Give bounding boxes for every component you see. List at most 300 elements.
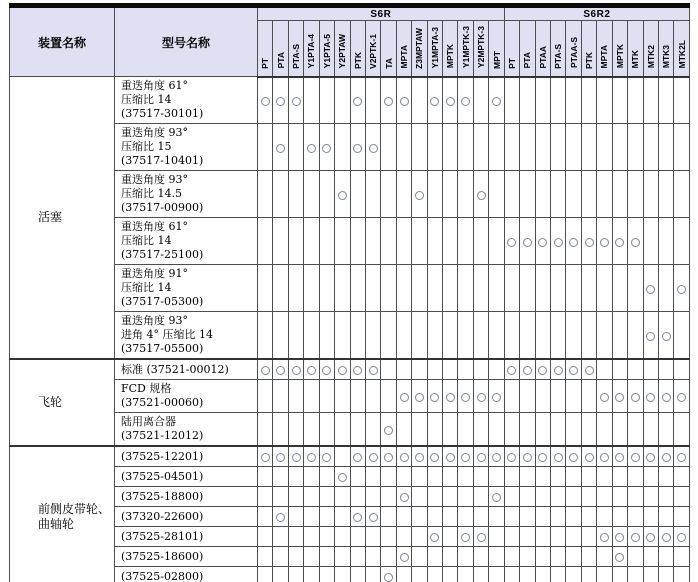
compatibility-cell (335, 467, 350, 487)
compatibility-cell (658, 359, 673, 380)
compatibility-cell (597, 507, 612, 527)
compatibility-cell (473, 312, 488, 360)
compatible-mark-icon (569, 238, 578, 247)
compatibility-cell (288, 507, 303, 527)
compatibility-cell (643, 380, 658, 413)
compatibility-cell (412, 380, 427, 413)
compatible-mark-icon (292, 366, 301, 375)
compatibility-cell (319, 124, 334, 171)
compatible-mark-icon (338, 473, 347, 482)
compatibility-cell (612, 124, 627, 171)
compatibility-cell (658, 312, 673, 360)
compatibility-cell (304, 547, 319, 567)
compatible-mark-icon (569, 366, 578, 375)
compatibility-cell (273, 312, 288, 360)
compatibility-cell (612, 380, 627, 413)
compatibility-cell (365, 265, 380, 312)
compatibility-cell (658, 507, 673, 527)
model-column-header (520, 21, 535, 77)
compatibility-cell (258, 312, 273, 360)
compatibility-cell (335, 567, 350, 582)
compatibility-cell (489, 265, 504, 312)
compatibility-cell (520, 312, 535, 360)
compatibility-cell (504, 467, 519, 487)
compatibility-cell (365, 171, 380, 218)
compatible-mark-icon (276, 453, 285, 462)
compatibility-cell (658, 218, 673, 265)
compatibility-cell (473, 124, 488, 171)
model-column-header (473, 21, 488, 77)
compatible-mark-icon (600, 533, 609, 542)
compatibility-cell (288, 446, 303, 467)
compatibility-cell (551, 312, 566, 360)
compatibility-cell (335, 77, 350, 124)
compatibility-cell (304, 467, 319, 487)
compatibility-cell (597, 124, 612, 171)
model-name-cell: 重迭角度 61° 压缩比 14 (37517-30101) (115, 77, 258, 124)
compatibility-cell (427, 312, 442, 360)
compatible-mark-icon (662, 393, 671, 402)
compatibility-cell (489, 467, 504, 487)
compatibility-cell (597, 487, 612, 507)
compatibility-cell (350, 567, 365, 582)
compatibility-cell (288, 171, 303, 218)
model-column-label: PTAA (537, 45, 548, 69)
compatibility-cell (396, 380, 411, 413)
compatibility-cell (319, 527, 334, 547)
compatible-mark-icon (523, 453, 532, 462)
model-column-label: Y1PTA-4 (306, 34, 317, 69)
compatibility-cell (427, 359, 442, 380)
compatible-mark-icon (400, 393, 409, 402)
model-name-cell: (37525-28101) (115, 527, 258, 547)
compatibility-cell (288, 124, 303, 171)
compatibility-cell (628, 487, 643, 507)
compatibility-cell (335, 124, 350, 171)
model-column-header (443, 21, 458, 77)
compatibility-cell (258, 380, 273, 413)
compatible-mark-icon (461, 393, 470, 402)
compatible-mark-icon (492, 393, 501, 402)
compatibility-cell (443, 312, 458, 360)
compatibility-cell (520, 547, 535, 567)
compatibility-cell (643, 413, 658, 447)
compatibility-cell (628, 171, 643, 218)
compatibility-cell (350, 547, 365, 567)
compatibility-cell (304, 487, 319, 507)
compatibility-cell (258, 359, 273, 380)
compatibility-cell (381, 124, 396, 171)
compatibility-cell (304, 359, 319, 380)
device-name-header: 装置名称 (10, 6, 115, 77)
compatibility-cell (304, 218, 319, 265)
model-column-label: TA (383, 57, 394, 69)
model-column-label: MPTK (614, 44, 625, 69)
compatibility-cell (288, 567, 303, 582)
compatibility-cell (612, 77, 627, 124)
compatibility-cell (535, 567, 550, 582)
model-column-label: Z3MPTAW (414, 27, 425, 69)
compatibility-cell (304, 446, 319, 467)
compatibility-cell (520, 218, 535, 265)
compatibility-cell (458, 547, 473, 567)
compatibility-cell (273, 380, 288, 413)
compatibility-cell (412, 446, 427, 467)
compatibility-cell (566, 446, 581, 467)
compatible-mark-icon (353, 453, 362, 462)
compatibility-cell (581, 359, 596, 380)
compatibility-cell (628, 547, 643, 567)
compatibility-cell (643, 567, 658, 582)
compatibility-cell (566, 77, 581, 124)
compatibility-cell (319, 218, 334, 265)
compatibility-cell (258, 527, 273, 547)
compatibility-cell (258, 218, 273, 265)
compatibility-cell (458, 567, 473, 582)
compatibility-cell (365, 312, 380, 360)
compatibility-cell (658, 527, 673, 547)
compatibility-cell (427, 77, 442, 124)
compatibility-cell (458, 171, 473, 218)
compatibility-cell (504, 124, 519, 171)
compatibility-cell (350, 124, 365, 171)
compatibility-cell (443, 218, 458, 265)
compatibility-cell (643, 265, 658, 312)
compatibility-cell (566, 359, 581, 380)
compatibility-cell (258, 265, 273, 312)
compatible-mark-icon (446, 453, 455, 462)
compatibility-cell (412, 567, 427, 582)
compatibility-cell (273, 359, 288, 380)
compatibility-cell (597, 547, 612, 567)
compatible-mark-icon (585, 453, 594, 462)
compatibility-cell (443, 446, 458, 467)
compatibility-cell (335, 413, 350, 447)
compatibility-cell (427, 265, 442, 312)
compatibility-cell (396, 567, 411, 582)
compatible-mark-icon (276, 513, 285, 522)
compatibility-cell (581, 312, 596, 360)
compatible-mark-icon (322, 366, 331, 375)
compatibility-cell (658, 77, 673, 124)
compatibility-cell (335, 380, 350, 413)
compatibility-cell (489, 359, 504, 380)
compatible-mark-icon (307, 453, 316, 462)
model-column-label: MTK2 (645, 45, 656, 69)
compatible-mark-icon (615, 553, 624, 562)
compatibility-cell (674, 487, 690, 507)
compatible-mark-icon (646, 393, 655, 402)
compatibility-cell (412, 413, 427, 447)
compatibility-cell (658, 446, 673, 467)
compatibility-cell (566, 467, 581, 487)
model-name-cell: 重迭角度 93° 压缩比 14.5 (37517-00900) (115, 171, 258, 218)
compatibility-cell (273, 413, 288, 447)
model-column-header (674, 21, 690, 77)
compatibility-cell (319, 265, 334, 312)
compatibility-cell (412, 218, 427, 265)
compatibility-cell (335, 359, 350, 380)
model-name-cell: (37525-02800) (115, 567, 258, 582)
compatibility-cell (658, 265, 673, 312)
compatible-mark-icon (276, 97, 285, 106)
compatibility-cell (273, 567, 288, 582)
compatibility-cell (381, 218, 396, 265)
model-name-cell: 标准 (37521-00012) (115, 359, 258, 380)
compatibility-cell (581, 124, 596, 171)
compatible-mark-icon (369, 513, 378, 522)
compatibility-cell (628, 218, 643, 265)
model-name-cell: 陆用离合器 (37521-12012) (115, 413, 258, 447)
compatibility-cell (273, 487, 288, 507)
compatibility-cell (489, 507, 504, 527)
compatible-mark-icon (615, 238, 624, 247)
compatibility-cell (458, 359, 473, 380)
compatibility-cell (535, 124, 550, 171)
compatibility-cell (612, 171, 627, 218)
model-column-header (504, 21, 519, 77)
compatibility-cell (628, 467, 643, 487)
compatible-mark-icon (307, 144, 316, 153)
compatible-mark-icon (631, 238, 640, 247)
compatible-mark-icon (261, 453, 270, 462)
compatible-mark-icon (307, 366, 316, 375)
compatibility-cell (273, 467, 288, 487)
compatibility-cell (458, 487, 473, 507)
compatibility-cell (551, 380, 566, 413)
model-column-header (412, 21, 427, 77)
compatibility-cell (443, 413, 458, 447)
compatibility-cell (258, 507, 273, 527)
compatibility-cell (520, 446, 535, 467)
compatibility-cell (412, 507, 427, 527)
model-column-header (365, 21, 380, 77)
compatibility-cell (597, 265, 612, 312)
model-column-header (381, 21, 396, 77)
compatibility-cell (350, 312, 365, 360)
compatible-mark-icon (646, 453, 655, 462)
compatibility-cell (643, 487, 658, 507)
compatibility-cell (643, 312, 658, 360)
compatible-mark-icon (322, 144, 331, 153)
compatibility-cell (628, 265, 643, 312)
compatibility-cell (566, 567, 581, 582)
compatibility-cell (658, 380, 673, 413)
compatibility-cell (504, 547, 519, 567)
model-column-label: MPT (491, 50, 502, 69)
compatibility-cell (674, 413, 690, 447)
compatibility-cell (520, 413, 535, 447)
compatibility-cell (612, 567, 627, 582)
compatibility-cell (381, 413, 396, 447)
compatibility-cell (566, 171, 581, 218)
compatible-mark-icon (662, 332, 671, 341)
compatibility-cell (427, 218, 442, 265)
compatibility-cell (396, 487, 411, 507)
compatibility-cell (628, 312, 643, 360)
compatibility-cell (535, 547, 550, 567)
compatible-mark-icon (538, 238, 547, 247)
compatibility-cell (443, 265, 458, 312)
model-column-label: MPTA (599, 45, 610, 69)
compatible-mark-icon (477, 191, 486, 200)
compatibility-cell (304, 171, 319, 218)
compatibility-cell (581, 218, 596, 265)
compatibility-cell (443, 507, 458, 527)
compatibility-cell (381, 380, 396, 413)
compatibility-cell (288, 380, 303, 413)
model-name-cell: (37525-18800) (115, 487, 258, 507)
compatibility-cell (520, 77, 535, 124)
compatible-mark-icon (492, 493, 501, 502)
compatibility-cell (504, 171, 519, 218)
compatibility-cell (566, 547, 581, 567)
model-column-header (597, 21, 612, 77)
compatibility-cell (658, 487, 673, 507)
compatibility-cell (304, 124, 319, 171)
compatibility-cell (504, 312, 519, 360)
compatibility-cell (443, 359, 458, 380)
compatibility-cell (612, 487, 627, 507)
compatible-mark-icon (662, 533, 671, 542)
compatibility-cell (258, 124, 273, 171)
model-column-header (288, 21, 303, 77)
compatible-mark-icon (600, 393, 609, 402)
compatible-mark-icon (585, 238, 594, 247)
compatibility-cell (674, 467, 690, 487)
compatibility-cell (612, 413, 627, 447)
compatibility-cell (273, 446, 288, 467)
compatibility-cell (443, 487, 458, 507)
compatibility-cell (427, 487, 442, 507)
model-name-header: 型号名称 (115, 6, 258, 77)
compatibility-cell (581, 567, 596, 582)
compatibility-cell (489, 413, 504, 447)
compatibility-cell (258, 446, 273, 467)
compatibility-cell (412, 77, 427, 124)
compatibility-cell (581, 171, 596, 218)
compatibility-cell (643, 359, 658, 380)
compatible-mark-icon (353, 366, 362, 375)
compatibility-cell (288, 547, 303, 567)
compatible-mark-icon (538, 366, 547, 375)
compatibility-cell (520, 487, 535, 507)
compatibility-cell (288, 487, 303, 507)
compatibility-cell (643, 527, 658, 547)
compatibility-cell (674, 218, 690, 265)
compatibility-cell (566, 312, 581, 360)
model-name-cell: (37525-18600) (115, 547, 258, 567)
compatibility-cell (381, 265, 396, 312)
compatibility-cell (335, 507, 350, 527)
compatibility-cell (473, 218, 488, 265)
compatibility-cell (258, 413, 273, 447)
compatibility-cell (381, 446, 396, 467)
compatibility-cell (365, 507, 380, 527)
compatibility-cell (427, 446, 442, 467)
compatible-mark-icon (615, 533, 624, 542)
compatibility-cell (473, 567, 488, 582)
compatibility-cell (396, 218, 411, 265)
compatibility-cell (674, 171, 690, 218)
compatibility-cell (258, 547, 273, 567)
compatibility-cell (412, 467, 427, 487)
compatibility-cell (520, 380, 535, 413)
compatibility-cell (304, 413, 319, 447)
compatibility-cell (273, 124, 288, 171)
compatibility-cell (473, 547, 488, 567)
compatibility-cell (304, 265, 319, 312)
compatibility-cell (473, 359, 488, 380)
compatible-mark-icon (353, 144, 362, 153)
compatibility-cell (335, 487, 350, 507)
compatibility-cell (473, 380, 488, 413)
compatible-mark-icon (646, 285, 655, 294)
compatibility-cell (396, 359, 411, 380)
compatibility-cell (288, 467, 303, 487)
compatibility-cell (658, 547, 673, 567)
model-column-header (551, 21, 566, 77)
compatibility-cell (319, 467, 334, 487)
compatible-mark-icon (615, 453, 624, 462)
compatibility-cell (335, 312, 350, 360)
compatibility-cell (597, 413, 612, 447)
compatibility-cell (674, 380, 690, 413)
compatibility-cell (504, 359, 519, 380)
compatibility-cell (427, 171, 442, 218)
compatibility-cell (381, 527, 396, 547)
compatibility-cell (350, 359, 365, 380)
compatibility-cell (319, 359, 334, 380)
compatibility-cell (473, 527, 488, 547)
compatibility-cell (581, 527, 596, 547)
compatibility-cell (365, 413, 380, 447)
compatibility-cell (335, 547, 350, 567)
compatible-mark-icon (446, 393, 455, 402)
compatibility-cell (612, 359, 627, 380)
compatibility-cell (674, 507, 690, 527)
compatible-mark-icon (677, 285, 686, 294)
compatibility-cell (396, 446, 411, 467)
compatibility-cell (273, 265, 288, 312)
compatibility-cell (458, 467, 473, 487)
compatibility-cell (643, 124, 658, 171)
compatibility-cell (674, 446, 690, 467)
compatibility-cell (581, 77, 596, 124)
compatible-mark-icon (554, 366, 563, 375)
compatibility-cell (597, 312, 612, 360)
compatible-mark-icon (492, 97, 501, 106)
compatible-mark-icon (415, 393, 424, 402)
compatible-mark-icon (538, 453, 547, 462)
compatibility-cell (258, 487, 273, 507)
compatibility-cell (288, 413, 303, 447)
compatibility-cell (504, 265, 519, 312)
compatibility-cell (551, 487, 566, 507)
compatibility-cell (443, 567, 458, 582)
compatibility-cell (381, 359, 396, 380)
compatibility-cell (674, 312, 690, 360)
compatibility-cell (396, 547, 411, 567)
compatible-mark-icon (276, 144, 285, 153)
model-column-header (350, 21, 365, 77)
table-body (10, 77, 690, 582)
compatibility-cell (535, 312, 550, 360)
compatibility-cell (258, 467, 273, 487)
compatibility-cell (288, 527, 303, 547)
model-column-header (566, 21, 581, 77)
compatible-mark-icon (261, 97, 270, 106)
